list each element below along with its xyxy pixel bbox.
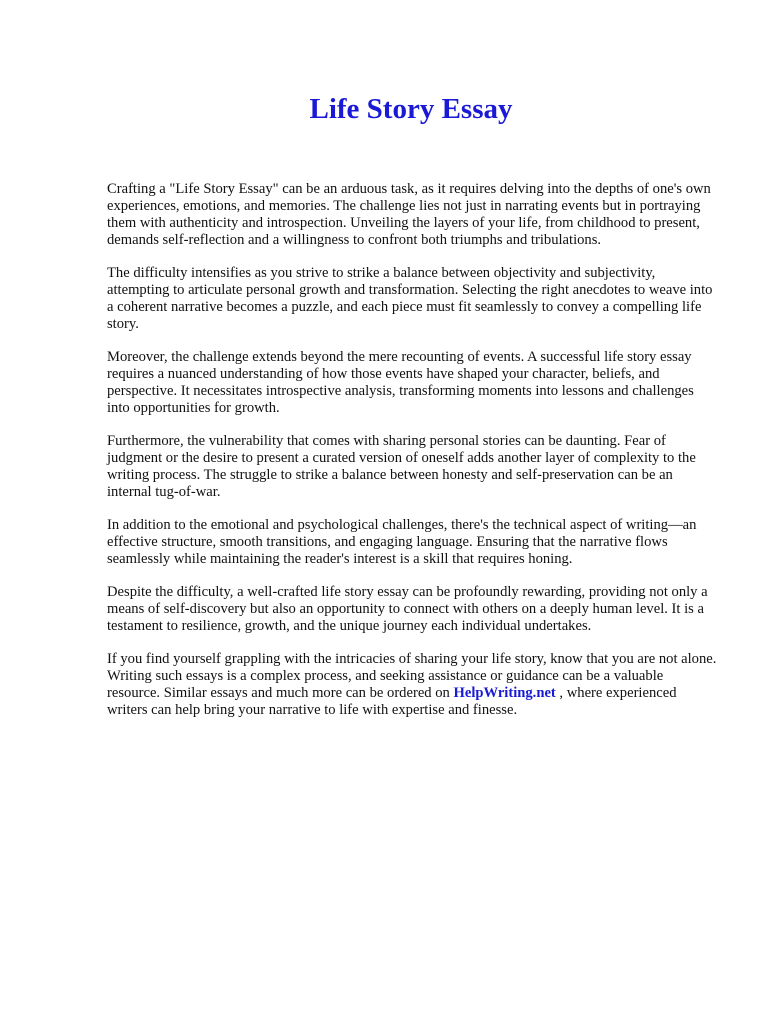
closing-text-before-link: If you find yourself grappling with the intricacies of sharing your life story, know that you are not alone. Writing such essays is a complex process, and seeking assistance or guidance can be a valuable resource. Similar essays and much more can be ordered on bbox=[107, 651, 717, 701]
paragraph-6: Despite the difficulty, a well-crafted life story essay can be profoundly rewarding, providing not only a means of self-discovery but also an opportunity to connect with others on a deeply human level. It is a testament to resilience, growth, and the unique journey each individual undertakes. bbox=[107, 584, 708, 634]
closing-paragraph bbox=[107, 651, 719, 719]
paragraph-3: Moreover, the challenge extends beyond the mere recounting of events. A successful life story essay requires a nuanced understanding of how those events have shaped your character, beliefs, and perspective. It necessitates introspective analysis, transforming moments into lessons and challenges into opportunities for growth. bbox=[107, 349, 694, 416]
page-title: Life Story Essay bbox=[309, 93, 513, 125]
paragraph-5: In addition to the emotional and psychological challenges, there's the technical aspect of writing—an effective structure, smooth transitions, and engaging language. Ensuring that the narrative flows seamlessly while maintaining the reader's interest is a skill that requires honing. bbox=[107, 517, 697, 567]
paragraph-1: Crafting a "Life Story Essay" can be an arduous task, as it requires delving into the depths of one's own experiences, emotions, and memories. The challenge lies not just in narrating events but in portraying them with authenticity and introspection. Unveiling the layers of your life, from childhood to present, demands self-reflection and a willingness to confront both triumphs and tribulations. bbox=[107, 181, 711, 248]
helpwriting-link[interactable]: HelpWriting.net bbox=[453, 685, 556, 701]
paragraph-2: The difficulty intensifies as you strive to strike a balance between objectivity and subjectivity, attempting to articulate personal growth and transformation. Selecting the right anecdotes to weave into a coherent narrative becomes a puzzle, and each piece must fit seamlessly to convey a compelling life story. bbox=[107, 265, 713, 332]
closing-text-after-link: , where experienced writers can help bring your narrative to life with expertise and finesse. bbox=[107, 685, 677, 718]
essay-body bbox=[107, 181, 719, 735]
paragraph-4: Furthermore, the vulnerability that comes with sharing personal stories can be daunting. Fear of judgment or the desire to present a curated version of oneself adds another layer of complexity to the writing process. The struggle to strike a balance between honesty and self-preservation can be an internal tug-of-war. bbox=[107, 433, 696, 500]
